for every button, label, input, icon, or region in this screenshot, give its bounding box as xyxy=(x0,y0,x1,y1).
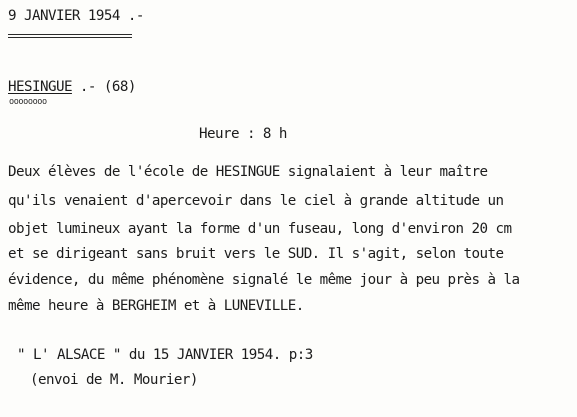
location-heading xyxy=(8,78,136,96)
report-line: objet lumineux ayant la forme d'un fuseau, long d'environ 20 cm xyxy=(8,221,512,237)
report-line: évidence, du même phénomène signalé le même jour à peu près à la xyxy=(8,272,520,288)
report-line: même heure à BERGHEIM et à LUNEVILLE. xyxy=(8,298,304,314)
location-department: (68) xyxy=(103,79,136,95)
report-line: et se dirigeant sans bruit vers le SUD. Il s'agit, selon toute xyxy=(8,246,504,262)
date-underline-top xyxy=(8,34,132,35)
location-ornament: oooooooo xyxy=(9,97,47,107)
date-underline-bottom xyxy=(8,37,132,38)
time-label: Heure : 8 h xyxy=(199,126,287,142)
location-separator: .- xyxy=(71,79,104,95)
location-name: HESINGUE xyxy=(8,79,72,95)
report-line: qu'ils venaient d'apercevoir dans le ciel à grande altitude un xyxy=(8,193,504,209)
report-line: Deux élèves de l'école de HESINGUE signalaient à leur maître xyxy=(8,164,488,180)
report-date: 9 JANVIER 1954 .- xyxy=(8,8,144,24)
source-citation: " L' ALSACE " du 15 JANVIER 1954. p:3 xyxy=(17,347,313,363)
source-sender: (envoi de M. Mourier) xyxy=(30,372,198,388)
